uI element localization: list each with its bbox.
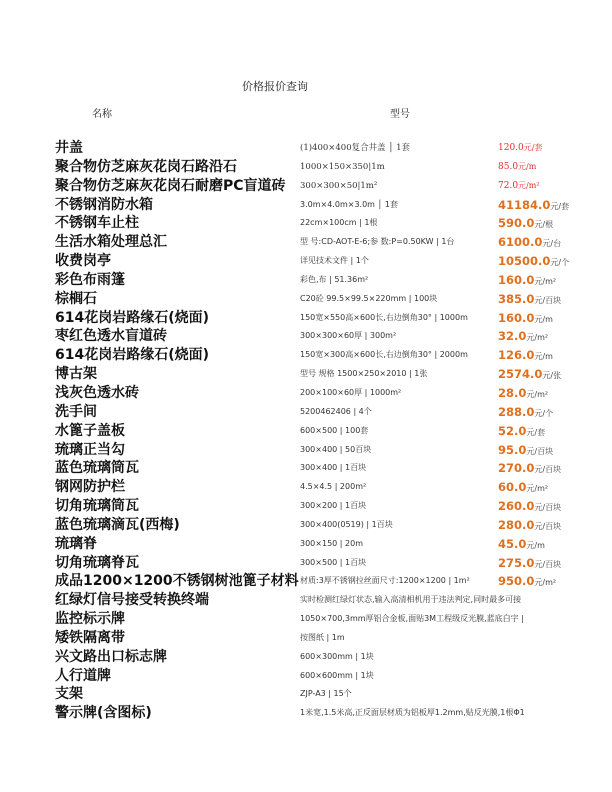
table-row	[0, 516, 612, 535]
price-value: 95.0	[498, 442, 527, 457]
product-price	[498, 403, 554, 422]
price-value: 10500.0	[498, 254, 551, 269]
price-unit: 元/套	[526, 427, 546, 437]
price-unit: 元/百块	[534, 559, 562, 569]
table-row	[0, 629, 612, 648]
price-list	[0, 139, 612, 723]
product-spec: 1000×150×350|1m	[300, 161, 385, 172]
product-price	[498, 610, 550, 629]
product-spec: ZJP-A3 | 15个	[300, 689, 352, 699]
product-spec: 300×300×60厚 | 300m²	[300, 331, 397, 341]
product-price	[498, 685, 550, 704]
product-spec: 300×150 | 20m	[300, 538, 363, 548]
product-price	[498, 346, 553, 365]
product-name[interactable]: 钢网防护栏	[55, 479, 125, 496]
table-row	[0, 591, 612, 610]
price-unit: 元/m	[534, 314, 553, 324]
product-spec: 300×400 | 1百块	[300, 463, 367, 473]
table-row	[0, 346, 612, 365]
table-row	[0, 158, 612, 177]
price-value: 590.0	[498, 216, 535, 231]
product-spec: 实时检测红绿灯状态,输入高清相机用于违法判定,同时最多可接	[300, 595, 522, 605]
table-row	[0, 196, 612, 215]
price-unit: 元/m²	[534, 276, 557, 286]
price-value: 120.0	[498, 143, 524, 153]
product-name[interactable]: 不锈钢消防水箱	[55, 196, 153, 213]
price-unit: 元/m	[518, 161, 537, 171]
product-spec: 300×500 | 1百块	[300, 557, 367, 567]
price-unit: 元/个	[534, 408, 554, 418]
table-row	[0, 327, 612, 346]
table-row	[0, 233, 612, 252]
product-name[interactable]: 聚合物仿芝麻灰花岗石耐磨PC盲道砖	[55, 177, 286, 194]
product-spec: 按图纸 | 1m	[300, 632, 345, 642]
product-price	[498, 252, 570, 271]
product-spec: 详见技术文件 | 1个	[300, 256, 369, 266]
price-unit: 元/百块	[526, 446, 554, 456]
price-value: 6100.0	[498, 235, 543, 250]
price-value: 280.0	[498, 517, 535, 532]
table-row	[0, 497, 612, 516]
product-spec: 600×500 | 100套	[300, 425, 369, 435]
product-name[interactable]: 收费岗亭	[55, 253, 111, 270]
product-name[interactable]: 成品1200×1200不锈钢树池篦子材料	[55, 573, 299, 590]
product-name[interactable]: 聚合物仿芝麻灰花岗石路沿石	[55, 158, 237, 175]
product-price	[498, 271, 557, 290]
price-unit: 元/百块	[534, 295, 562, 305]
table-row	[0, 459, 612, 478]
table-row	[0, 177, 612, 196]
table-row	[0, 214, 612, 233]
product-price	[498, 629, 550, 648]
product-spec: 1米宽,1.5米高,正反面层材质为铝板厚1.2mm,贴反光膜,1根Φ1	[300, 708, 525, 718]
product-spec: 彩色,布 | 51.36m²	[300, 274, 369, 284]
price-value: 160.0	[498, 310, 535, 325]
product-price	[498, 196, 570, 215]
product-price	[498, 327, 550, 346]
table-row	[0, 610, 612, 629]
price-unit: 元/套	[523, 143, 543, 152]
product-price	[498, 459, 562, 478]
product-price	[498, 441, 554, 460]
product-price	[498, 309, 553, 328]
price-value: 60.0	[498, 480, 527, 495]
product-spec: 3.0m×4.0m×3.0m │ 1套	[300, 199, 398, 209]
price-value: 270.0	[498, 461, 535, 476]
price-value: 160.0	[498, 272, 535, 287]
price-value: 72.0	[498, 180, 519, 191]
product-spec: 4.5×4.5 | 200m²	[300, 482, 367, 492]
table-row	[0, 309, 612, 328]
product-price	[498, 535, 550, 554]
price-value: 85.0	[498, 161, 519, 172]
table-row	[0, 365, 612, 384]
product-name[interactable]: 井盖	[55, 140, 83, 156]
table-row	[0, 685, 612, 704]
table-row	[0, 252, 612, 271]
product-spec: 5200462406 | 4个	[300, 406, 372, 416]
product-name[interactable]: 洗手间	[55, 403, 97, 420]
product-spec: 300×200 | 1百块	[300, 501, 367, 511]
product-name[interactable]: 兴文路出口标志牌	[55, 648, 167, 665]
product-name[interactable]: 切角琉璃筒瓦	[55, 498, 139, 515]
product-price	[498, 214, 554, 233]
price-value: 28.0	[498, 385, 527, 400]
table-row	[0, 648, 612, 667]
product-name[interactable]: 614花岗岩路缘石(烧面)	[55, 309, 210, 326]
product-name[interactable]: 红绿灯信号接受转换终端	[55, 592, 209, 609]
price-value: 385.0	[498, 291, 535, 306]
price-value: 126.0	[498, 348, 535, 363]
price-unit: 元/m²	[526, 333, 549, 343]
price-unit: 元/个	[550, 258, 570, 268]
table-row	[0, 704, 612, 723]
product-name[interactable]: 琉璃脊	[55, 535, 97, 552]
price-value: 275.0	[498, 555, 535, 570]
product-price	[498, 554, 562, 573]
product-price	[498, 478, 550, 497]
price-unit: 元/m²	[526, 389, 549, 399]
table-row	[0, 535, 612, 554]
product-price	[498, 422, 550, 441]
product-price	[498, 497, 562, 516]
product-name[interactable]: 浅灰色透水砖	[55, 384, 139, 401]
table-row	[0, 139, 612, 158]
product-spec: 材质:3厚不锈钢拉丝面尺寸:1200×1200 | 1m²	[300, 576, 470, 586]
product-price	[498, 384, 550, 403]
product-spec: 300×400 | 50百块	[300, 444, 372, 454]
product-name[interactable]: 614花岗岩路缘石(烧面)	[55, 347, 210, 364]
price-unit: 元/台	[542, 239, 562, 249]
product-price	[498, 704, 550, 723]
table-row	[0, 554, 612, 573]
product-spec: 1050×700,3mm厚铝合金板,面贴3M工程级反光膜,蓝底白字 |	[300, 614, 524, 624]
table-row	[0, 384, 612, 403]
product-name[interactable]: 博古架	[55, 366, 97, 383]
product-price	[498, 648, 550, 667]
column-header-name: 名称	[92, 109, 112, 120]
price-value: 288.0	[498, 404, 535, 419]
price-value: 52.0	[498, 423, 527, 438]
price-unit: 元/m	[534, 352, 553, 362]
product-price	[498, 158, 550, 177]
table-row	[0, 478, 612, 497]
product-spec: 型 号:CD-AOT-E-6;参 数:P=0.50KW | 1台	[300, 237, 455, 247]
product-name[interactable]: 棕榈石	[55, 290, 97, 307]
product-spec: 600×300mm | 1块	[300, 651, 374, 661]
product-price	[498, 365, 562, 384]
product-name[interactable]: 监控标示牌	[55, 611, 125, 628]
product-spec: 300×400(0519) | 1百块	[300, 519, 393, 529]
column-header-model: 型号	[390, 109, 410, 120]
price-unit: 元/m²	[534, 578, 557, 588]
product-name[interactable]: 蓝色琉璃滴瓦(西梅)	[55, 516, 180, 533]
product-name[interactable]: 枣红色透水盲道砖	[55, 328, 167, 345]
product-spec: 200×100×60厚 | 1000m²	[300, 387, 402, 397]
price-unit: 元/m	[526, 540, 545, 550]
product-price	[498, 290, 562, 309]
product-name[interactable]: 矮铁隔离带	[55, 629, 125, 646]
product-name[interactable]: 支架	[55, 686, 83, 703]
product-spec: (1)400×400复合井盖 │ 1套	[300, 143, 411, 153]
price-unit: 元/百块	[534, 503, 562, 513]
table-row	[0, 422, 612, 441]
product-spec: 600×600mm | 1块	[300, 670, 374, 680]
price-value: 260.0	[498, 499, 535, 514]
product-price	[498, 516, 562, 535]
price-value: 2574.0	[498, 367, 543, 382]
product-price	[498, 572, 557, 591]
product-name[interactable]: 生活水箱处理总汇	[55, 234, 167, 251]
product-name[interactable]: 蓝色琉璃筒瓦	[55, 460, 139, 477]
product-price	[498, 139, 550, 158]
product-spec: 22cm×100cm | 1根	[300, 218, 378, 228]
product-price	[498, 233, 562, 252]
product-spec: 型号 规格 1500×250×2010 | 1张	[300, 369, 428, 379]
price-unit: 元/m²	[518, 180, 540, 190]
product-name[interactable]: 不锈钢车止柱	[55, 215, 139, 232]
product-price	[498, 667, 550, 686]
price-unit: 元/百块	[534, 465, 562, 475]
product-name[interactable]: 警示牌(含图标)	[55, 705, 152, 722]
product-name[interactable]: 琉璃正当勾	[55, 441, 125, 458]
table-row	[0, 441, 612, 460]
product-spec: 150宽×550高×600长,右边倒角30° | 1000m	[300, 312, 468, 322]
price-unit: 元/百块	[534, 521, 562, 531]
product-name[interactable]: 人行道牌	[55, 667, 111, 684]
product-name[interactable]: 水篦子盖板	[55, 422, 125, 439]
price-value: 41184.0	[498, 197, 551, 212]
page-title: 价格报价查询	[242, 80, 308, 93]
product-spec: 150宽×300高×600长,右边倒角30° | 2000m	[300, 350, 468, 360]
price-unit: 元/根	[534, 220, 554, 230]
price-value: 950.0	[498, 574, 535, 589]
price-value: 32.0	[498, 329, 527, 344]
product-spec: 300×300×50|1m²	[300, 180, 378, 191]
table-row	[0, 290, 612, 309]
product-name[interactable]: 彩色布雨篷	[55, 271, 125, 288]
table-row	[0, 403, 612, 422]
table-row	[0, 271, 612, 290]
table-row	[0, 667, 612, 686]
price-value: 45.0	[498, 536, 527, 551]
product-price	[498, 177, 550, 196]
price-unit: 元/套	[550, 201, 570, 211]
product-name[interactable]: 切角琉璃脊瓦	[55, 554, 139, 571]
product-price	[498, 591, 550, 610]
product-spec: C20砼 99.5×99.5×220mm | 100块	[300, 293, 438, 303]
price-unit: 元/张	[542, 371, 562, 381]
price-unit: 元/m²	[526, 484, 549, 494]
table-row	[0, 572, 612, 591]
